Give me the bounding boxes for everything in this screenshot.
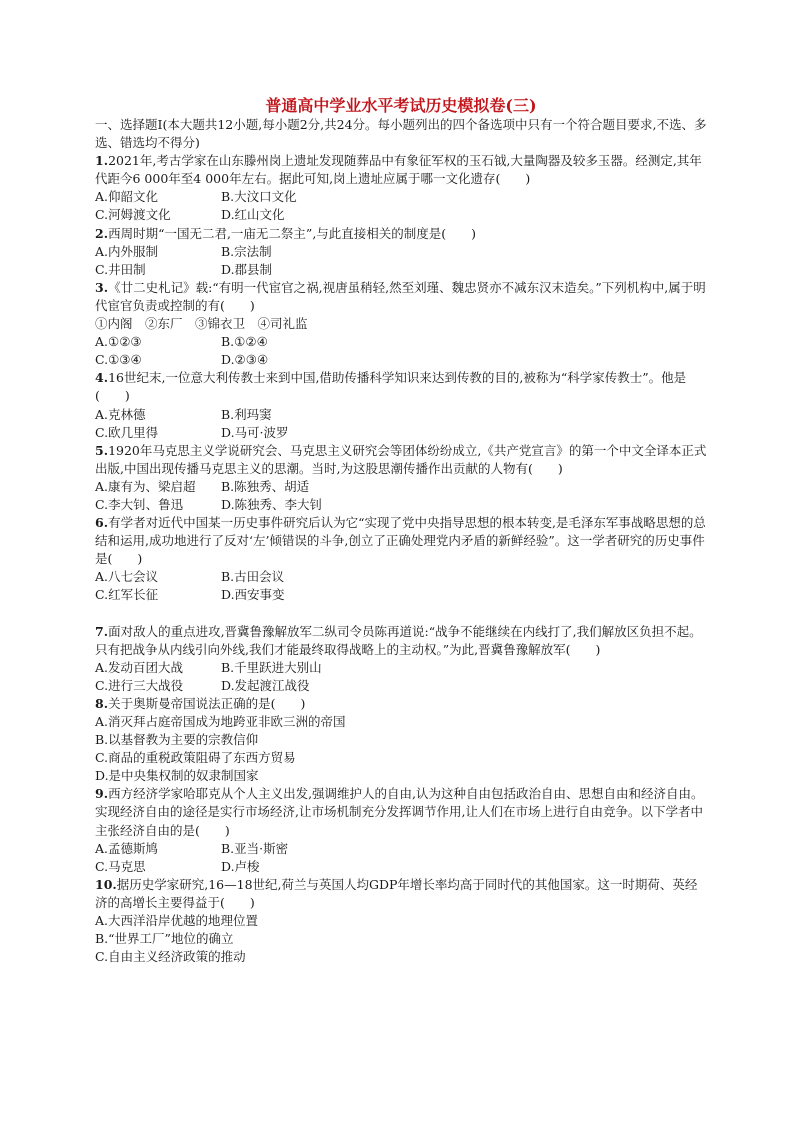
option-c: C.①③④ bbox=[95, 352, 142, 368]
option-a: A.孟德斯鸠 bbox=[95, 840, 159, 856]
section-heading: 一、选择题Ⅰ(本大题共12小题,每小题2分,共24分。每小题列出的四个备选项中只有一个符合题目要求,不选、多选、错选均不得分) bbox=[95, 117, 707, 151]
option-b: B.①②④ bbox=[221, 334, 268, 350]
question-stem: 面对敌人的重点进攻,晋冀鲁豫解放军二纵司令员陈再道说:“战争不能继续在内线打了,我们解放区负担不起。只有把战争从内线引向外线,我们才能最终取得战略上的主动权。”为此,晋冀鲁豫解放军( ) bbox=[95, 623, 702, 657]
option-c: C.红军长征 bbox=[95, 587, 159, 603]
question-1 bbox=[95, 152, 707, 188]
question-stem: 西周时期“一国无二君,一庙无二祭主”,与此直接相关的制度是( ) bbox=[108, 225, 477, 241]
option-a: A.消灭拜占庭帝国成为地跨亚非欧三洲的帝国 bbox=[95, 714, 346, 729]
question-number: 9. bbox=[95, 786, 109, 802]
question-stem: 据历史学家研究,16—18世纪,荷兰与英国人均GDP年增长率均高于同时代的其他国家。这一时期荷、英经济的高增长主要得益于( ) bbox=[95, 876, 698, 910]
question-3-items: ①内阁 ②东厂 ③锦衣卫 ④司礼监 bbox=[95, 316, 308, 332]
option-b: B.利玛窦 bbox=[221, 406, 272, 422]
option-d: D.郡县制 bbox=[221, 261, 273, 277]
question-7 bbox=[95, 623, 707, 659]
question-stem: 关于奥斯曼帝国说法正确的是( ) bbox=[108, 695, 306, 711]
exam-page bbox=[95, 96, 707, 966]
option-c: C.自由主义经济政策的推动 bbox=[95, 949, 246, 965]
question-number: 4. bbox=[95, 370, 109, 386]
option-d: D.卢梭 bbox=[221, 858, 260, 874]
option-d: D.②③④ bbox=[221, 352, 269, 368]
question-5 bbox=[95, 442, 707, 478]
options-8 bbox=[95, 713, 707, 785]
option-b: B.亚当·斯密 bbox=[221, 840, 289, 856]
question-number: 1. bbox=[95, 153, 109, 169]
page-title: 普通高中学业水平考试历史模拟卷(三) bbox=[265, 96, 537, 115]
option-b: B.千里跃进大别山 bbox=[221, 659, 322, 675]
option-c: C.商品的重税政策阻碍了东西方贸易 bbox=[95, 750, 296, 766]
option-d: D.西安事变 bbox=[221, 587, 285, 603]
question-stem: 16世纪末,一位意大利传教士来到中国,借助传播科学知识来达到传教的目的,被称为“科学家传教士”。他是( ) bbox=[95, 370, 687, 404]
option-c: C.马克思 bbox=[95, 858, 146, 874]
question-number: 7. bbox=[95, 623, 109, 639]
option-d: D.红山文化 bbox=[221, 207, 285, 223]
question-number: 8. bbox=[95, 695, 109, 711]
question-number: 5. bbox=[95, 442, 109, 458]
option-c: C.井田制 bbox=[95, 261, 146, 277]
question-number: 10. bbox=[95, 876, 117, 892]
option-a: A.内外服制 bbox=[95, 243, 159, 259]
options-2 bbox=[95, 243, 707, 279]
question-2 bbox=[95, 225, 707, 243]
option-a: A.①②③ bbox=[95, 334, 142, 350]
option-b: B.“世界工厂”地位的确立 bbox=[95, 931, 234, 947]
question-4 bbox=[95, 369, 707, 405]
option-d: D.陈独秀、李大钊 bbox=[221, 496, 323, 512]
options-10 bbox=[95, 912, 707, 966]
option-a: A.克林德 bbox=[95, 406, 146, 422]
question-stem: 2021年,考古学家在山东滕州岗上遗址发现随葬品中有象征军权的玉石钺,大量陶器及较多玉器。经测定,其年代距今6 000年至4 000年左右。据此可知,岗上遗址应属于哪一文化遗存( ) bbox=[95, 153, 702, 187]
option-c: C.进行三大战役 bbox=[95, 677, 184, 693]
question-3 bbox=[95, 279, 707, 315]
options-7 bbox=[95, 659, 707, 695]
question-8 bbox=[95, 695, 707, 713]
options-4 bbox=[95, 406, 707, 442]
question-stem: 有学者对近代中国某一历史事件研究后认为它“实现了党中央指导思想的根本转变,是毛泽东军事战略思想的总结和运用,成功地进行了反对‘左’倾错误的斗争,创立了正确处理党内矛盾的新鲜经验”。这一学者研究的历史事件是( ) bbox=[95, 515, 706, 567]
options-9 bbox=[95, 840, 707, 876]
option-c: C.李大钊、鲁迅 bbox=[95, 496, 184, 512]
question-stem: 西方经济学家哈耶克从个人主义出发,强调维护人的自由,认为这种自由包括政治自由、思想自由和经济自由。实现经济自由的途径是实行市场经济,让市场机制充分发挥调节作用,让人们在市场上进行自由竞争。以下学者中主张经济自由的是( ) bbox=[95, 786, 704, 838]
options-5 bbox=[95, 478, 707, 514]
option-d: D.发起渡江战役 bbox=[221, 677, 310, 693]
question-stem: 1920年马克思主义学说研究会、马克思主义研究会等团体纷纷成立,《共产党宣言》的第一个中文全译本正式出版,中国出现传播马克思主义的思潮。当时,为这股思潮传播作出贡献的人物有( ) bbox=[95, 442, 707, 476]
option-b: B.陈独秀、胡适 bbox=[221, 478, 310, 494]
option-a: A.八七会议 bbox=[95, 569, 159, 585]
question-number: 3. bbox=[95, 279, 109, 295]
question-6 bbox=[95, 514, 707, 568]
question-number: 6. bbox=[95, 515, 109, 531]
option-c: C.河姆渡文化 bbox=[95, 207, 171, 223]
options-3 bbox=[95, 333, 707, 369]
options-1 bbox=[95, 188, 707, 224]
question-9 bbox=[95, 785, 707, 839]
question-number: 2. bbox=[95, 225, 109, 241]
option-d: D.是中央集权制的奴隶制国家 bbox=[95, 768, 259, 784]
option-b: B.以基督教为主要的宗教信仰 bbox=[95, 732, 259, 748]
option-a: A.发动百团大战 bbox=[95, 659, 184, 675]
option-b: B.宗法制 bbox=[221, 243, 272, 259]
question-10 bbox=[95, 876, 707, 912]
options-6 bbox=[95, 568, 707, 604]
blank-gap bbox=[95, 605, 707, 623]
option-a: A.大西洋沿岸优越的地理位置 bbox=[95, 913, 259, 929]
option-a: A.康有为、梁启超 bbox=[95, 478, 196, 494]
option-b: B.古田会议 bbox=[221, 569, 285, 585]
option-d: D.马可·波罗 bbox=[221, 424, 289, 440]
question-stem: 《廿二史札记》载:“有明一代宦官之祸,视唐虽稍轻,然至刘瑾、魏忠贤亦不减东汉末造矣。”下列机构中,属于明代宦官负责或控制的有( ) bbox=[95, 279, 706, 313]
option-c: C.欧几里得 bbox=[95, 424, 159, 440]
option-b: B.大汶口文化 bbox=[221, 189, 297, 205]
option-a: A.仰韶文化 bbox=[95, 189, 159, 205]
